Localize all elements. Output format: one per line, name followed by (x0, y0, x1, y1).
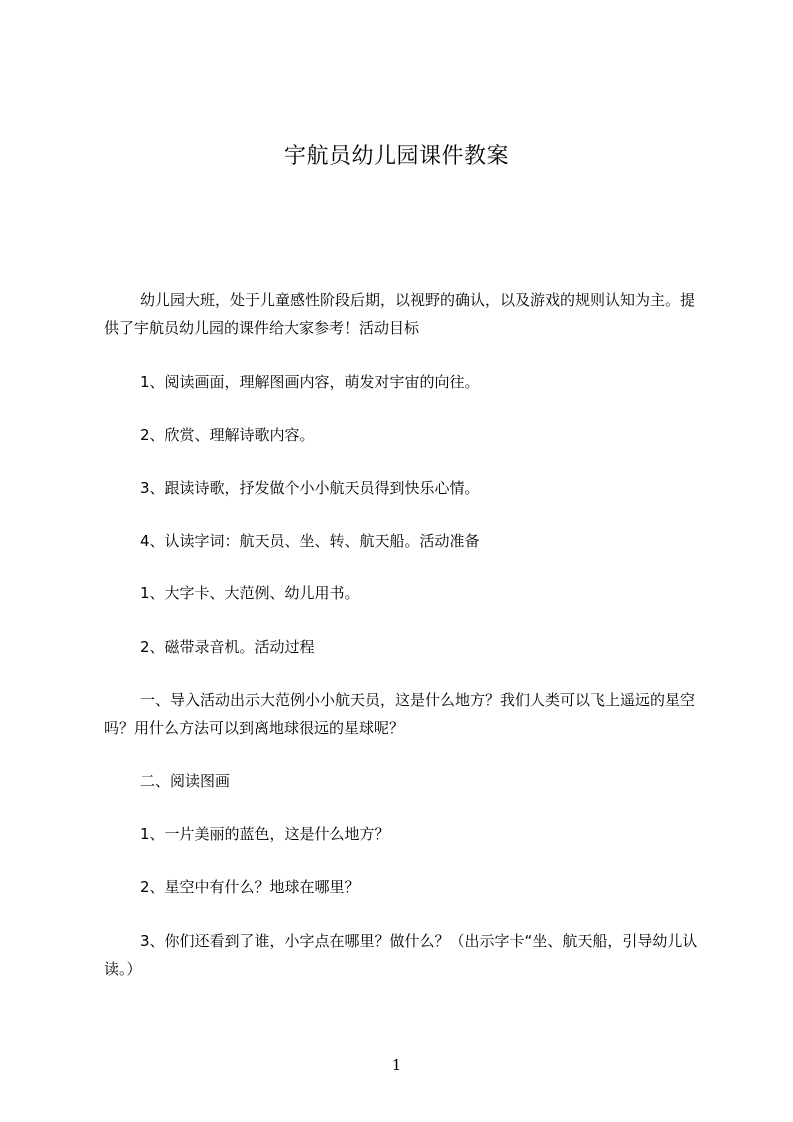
paragraph-prep-2: 2、磁带录音机。活动过程 (140, 638, 315, 656)
paragraph-step-3: 3、你们还看到了谁，小字点在哪里？做什么？（出示字卡“坐、航天船，引导幼儿认读。） (104, 932, 698, 978)
paragraph-prep-1: 1、大字卡、大范例、幼儿用书。 (140, 584, 360, 602)
paragraph-goal-2: 2、欣赏、理解诗歌内容。 (140, 426, 315, 444)
paragraph-step-2: 2、星空中有什么？地球在哪里？ (140, 878, 360, 896)
document-title: 宇航员幼儿园课件教案 (283, 144, 509, 169)
paragraph-goal-4: 4、认读字词：航天员、坐、转、航天船。活动准备 (140, 532, 480, 550)
paragraph-process-1: 一、导入活动出示大范例小小航天员，这是什么地方？我们人类可以飞上遥远的星空吗？用什么方法可以到离地球很远的星球呢？ (104, 691, 696, 737)
paragraph-step-1: 1、一片美丽的蓝色，这是什么地方？ (140, 825, 390, 843)
paragraph-process-2: 二、阅读图画 (140, 772, 231, 790)
paragraph-goal-1: 1、阅读画面，理解图画内容，萌发对宇宙的向往。 (140, 373, 480, 391)
paragraph-intro: 幼儿园大班，处于儿童感性阶段后期，以视野的确认，以及游戏的规则认知为主。提供了宇航员幼儿园的课件给大家参考！活动目标 (104, 291, 696, 337)
page-number: 1 (391, 1056, 402, 1074)
paragraph-goal-3: 3、跟读诗歌，抒发做个小小航天员得到快乐心情。 (140, 479, 480, 497)
